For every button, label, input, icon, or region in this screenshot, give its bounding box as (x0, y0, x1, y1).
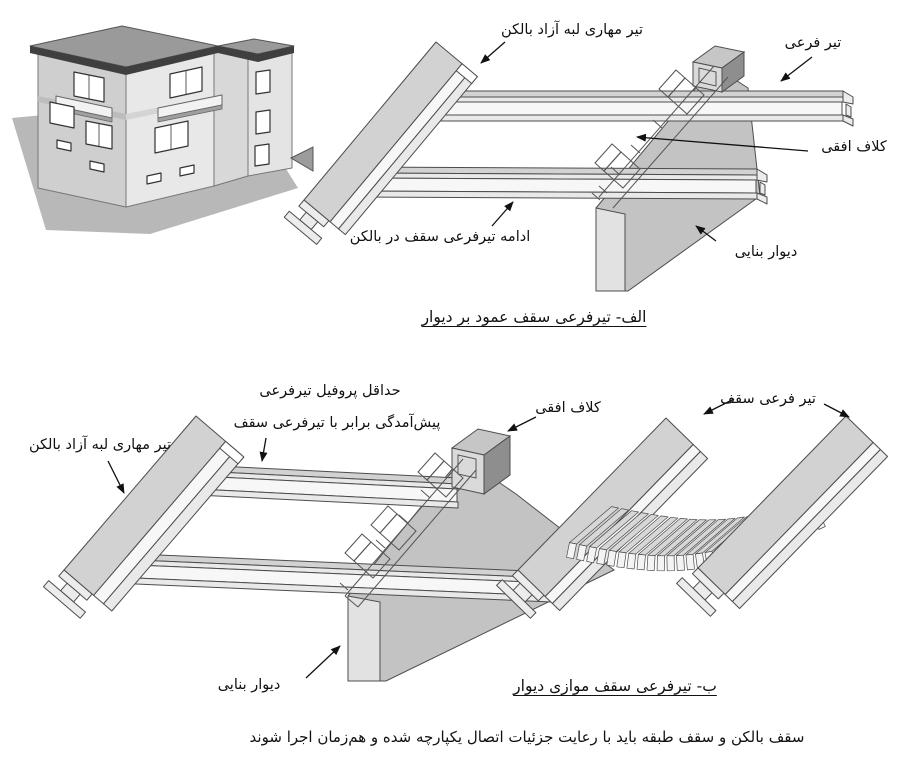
label-a-masonry-wall: دیوار بنایی (734, 244, 798, 260)
label-a-horizontal-tie: کلاف افقی (821, 139, 887, 155)
continuation-direction-arrow (291, 147, 313, 171)
ceiling-secondary-beam-right (677, 416, 888, 616)
label-b-masonry-wall: دیوار بنایی (217, 677, 281, 693)
free-edge-tie-beam-a (284, 42, 477, 244)
label-a-tie-beam-free-edge: تیر مهاری لبه آزاد بالکن (500, 22, 644, 38)
label-b-min-profile: حداقل پروفیل تیرفرعی (259, 383, 401, 399)
caption-diagram-b: ب- تیرفرعی سقف موازی دیوار (513, 677, 717, 695)
label-a-continuation: ادامه تیرفرعی سقف در بالکن (349, 229, 531, 245)
caption-diagram-a: الف- تیرفرعی سقف عمود بر دیوار (421, 308, 647, 326)
label-b-tie-beam-free-edge: تیر مهاری لبه آزاد بالکن (28, 437, 172, 453)
building-illustration (12, 26, 298, 234)
label-b-horizontal-tie: کلاف افقی (535, 400, 601, 416)
figure-note: سقف بالکن و سقف طبقه باید با رعایت جزئیات اتصال یکپارچه شده و هم‌زمان اجرا شوند (249, 728, 805, 746)
label-b-projection: پیش‌آمدگی برابر با تیرفرعی سقف (233, 415, 441, 431)
label-a-secondary-beam: تیر فرعی (784, 35, 842, 51)
label-b-ceiling-secondary-beam: تیر فرعی سقف (720, 391, 816, 407)
